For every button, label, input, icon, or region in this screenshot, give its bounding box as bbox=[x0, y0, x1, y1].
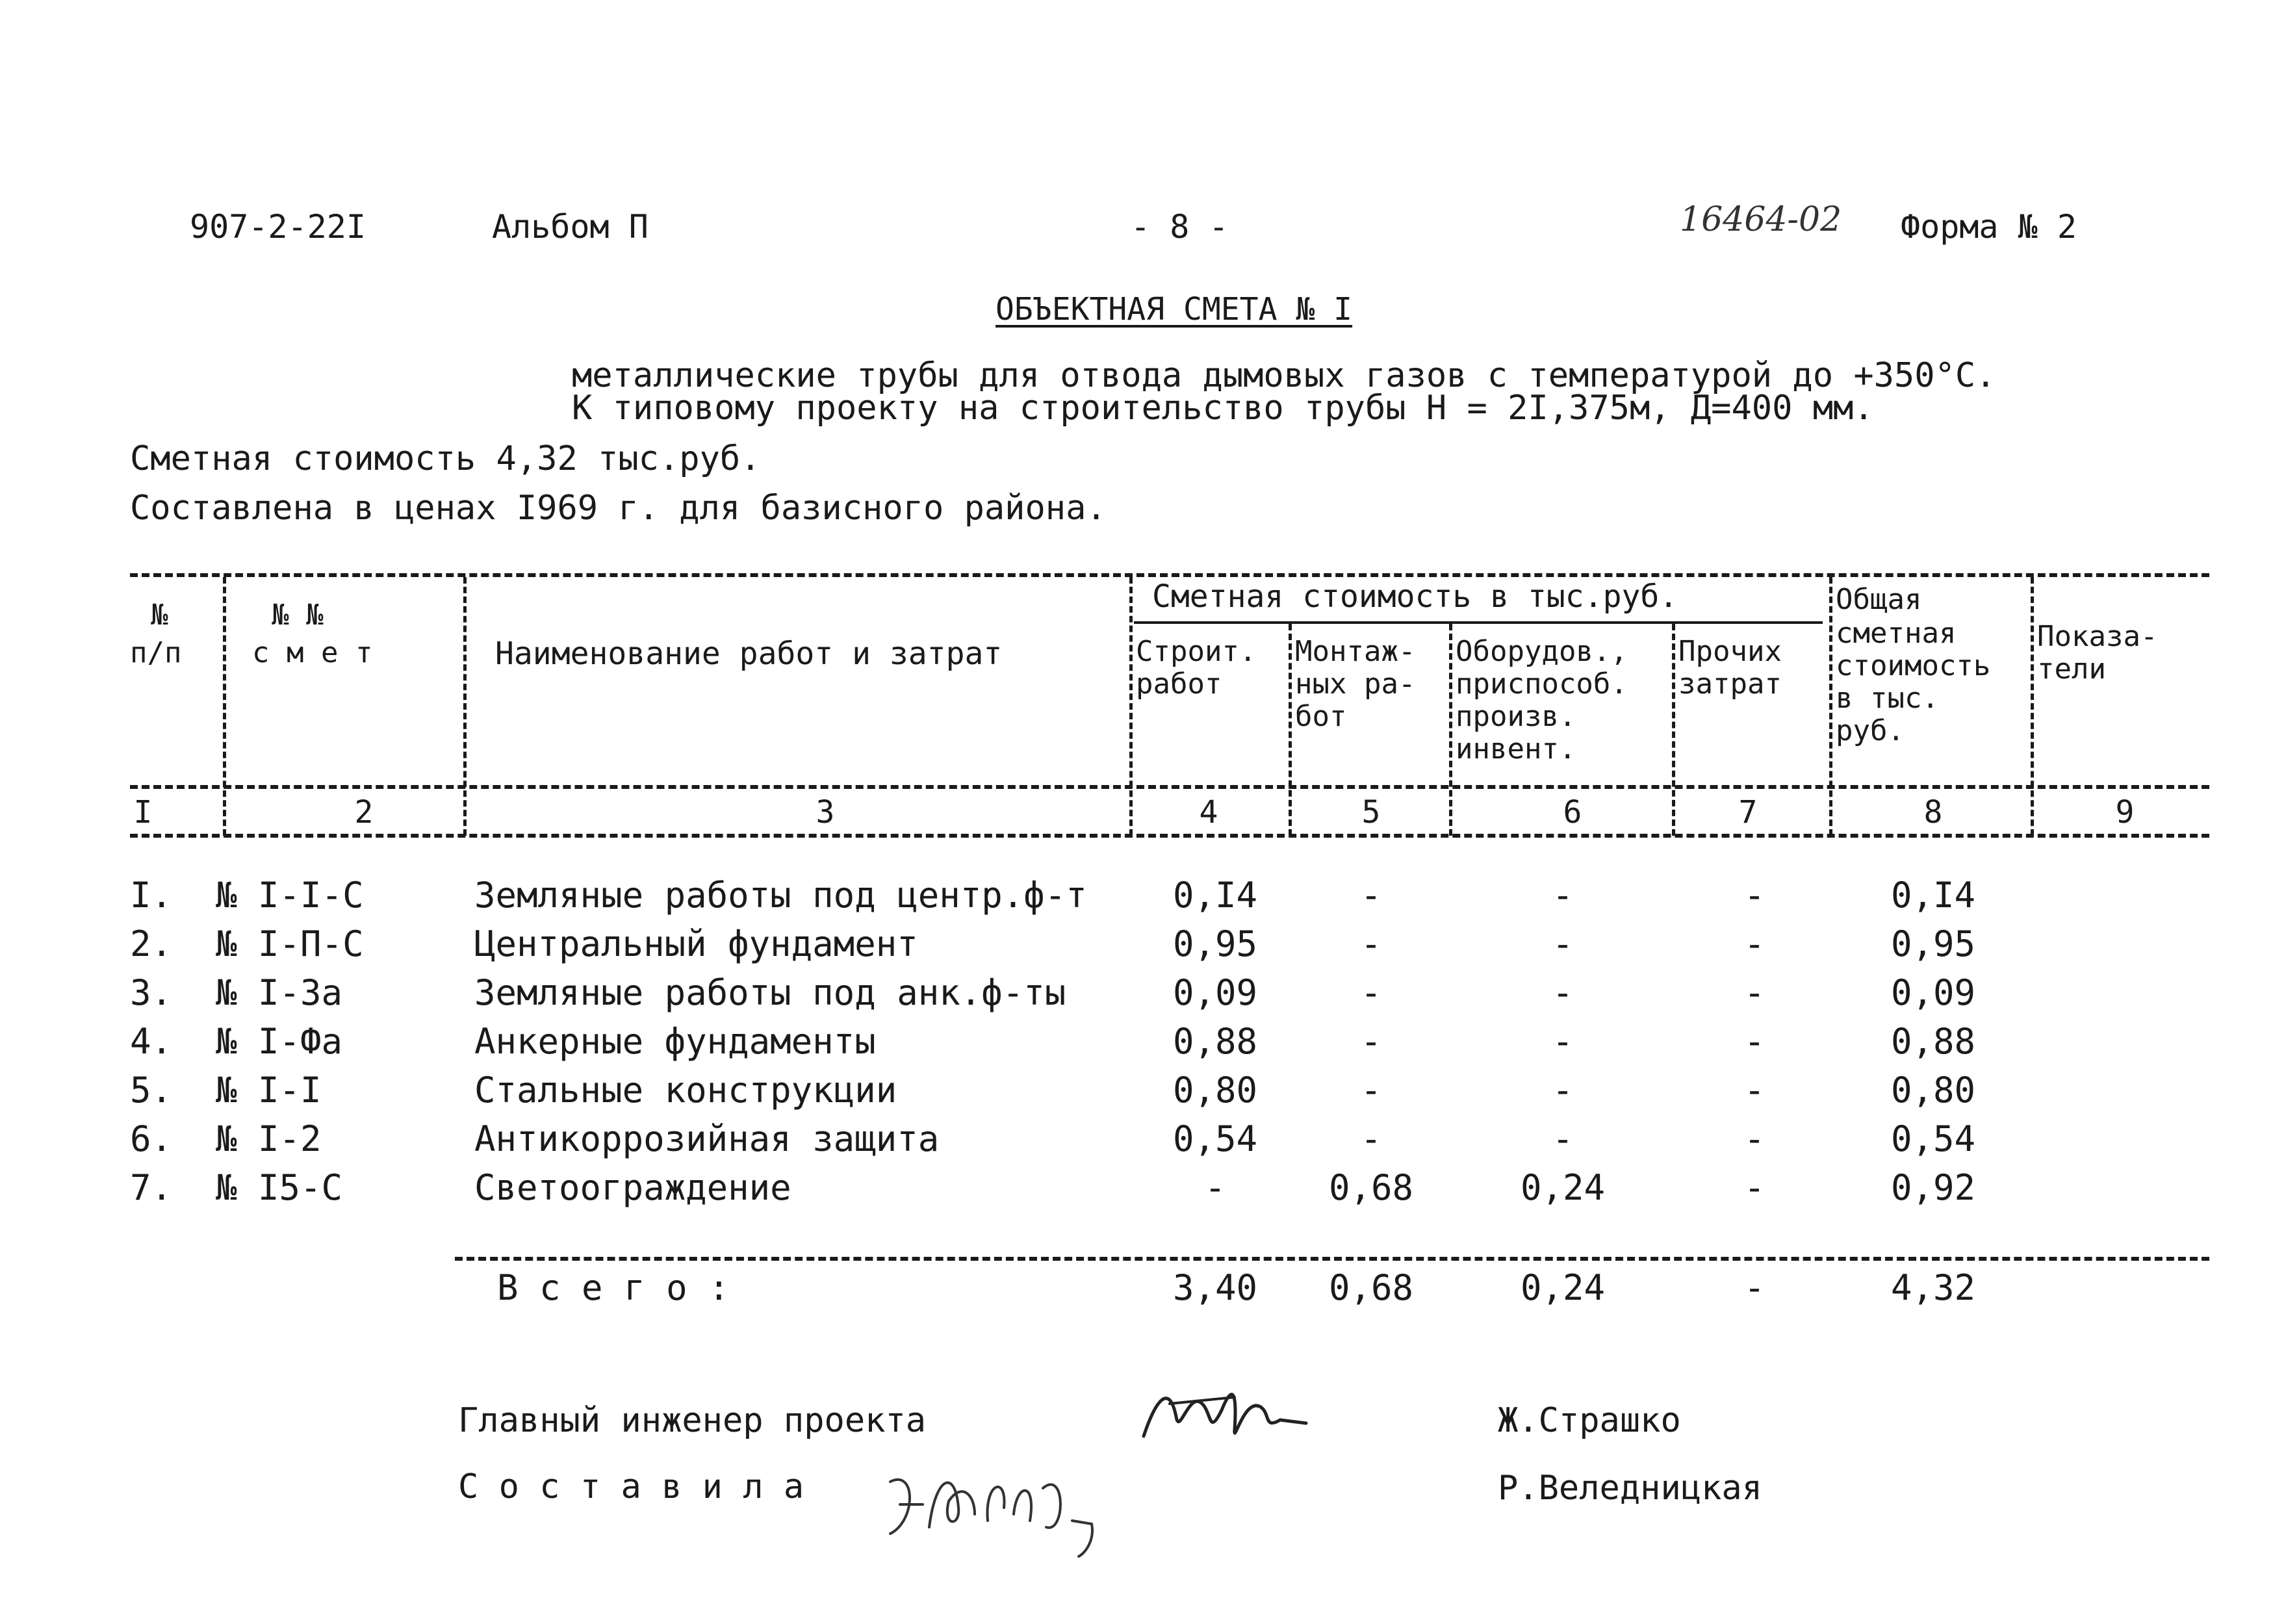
chief-engineer-name: Ж.Страшко bbox=[1498, 1401, 1681, 1440]
row-col7: - bbox=[1743, 1021, 1766, 1062]
header-col5-a: Монтаж- bbox=[1295, 635, 1416, 668]
row-name: Антикоррозийная защита bbox=[474, 1118, 940, 1159]
col-separator bbox=[1829, 577, 1832, 836]
total-label: В с е г о : bbox=[497, 1267, 730, 1308]
total-top-rule bbox=[455, 1257, 2209, 1261]
row-col5: 0,68 bbox=[1328, 1167, 1414, 1208]
header-bottom-rule bbox=[130, 785, 2209, 789]
col-number: 5 bbox=[1361, 794, 1381, 831]
row-number: 2. bbox=[130, 923, 173, 964]
form-label: Форма № 2 bbox=[1901, 208, 2077, 246]
col-separator bbox=[2031, 577, 2034, 836]
album-label: Альбом П bbox=[492, 208, 649, 246]
header-col5-c: бот bbox=[1295, 700, 1347, 733]
total-col6: 0,24 bbox=[1520, 1267, 1606, 1308]
row-col5: - bbox=[1360, 875, 1382, 916]
row-smeta: № I-Фа bbox=[216, 1021, 343, 1062]
header-col8-e: руб. bbox=[1836, 714, 1905, 747]
row-col6: - bbox=[1552, 972, 1574, 1013]
row-name: Стальные конструкции bbox=[474, 1070, 897, 1111]
row-name: Земляные работы под анк.ф-ты bbox=[474, 972, 1066, 1013]
row-col4: 0,09 bbox=[1172, 972, 1258, 1013]
header-col6-a: Оборудов., bbox=[1456, 635, 1628, 668]
row-number: 7. bbox=[130, 1167, 173, 1208]
row-col6: 0,24 bbox=[1520, 1167, 1606, 1208]
group-header-underline bbox=[1134, 621, 1823, 624]
subtitle-line-1: металлические трубы для отвода дымовых газов с температурой до +350°С. bbox=[572, 356, 1996, 395]
row-col4: 0,95 bbox=[1172, 923, 1258, 964]
row-col4: - bbox=[1204, 1167, 1226, 1208]
inventory-number: 16464-02 bbox=[1680, 200, 1842, 239]
row-col7: - bbox=[1743, 972, 1766, 1013]
col-number: 3 bbox=[816, 794, 835, 831]
header-col2-a: № № bbox=[272, 599, 324, 632]
col-separator bbox=[1449, 624, 1452, 836]
header-group: Сметная стоимость в тыс.руб. bbox=[1152, 578, 1678, 615]
row-col4: 0,80 bbox=[1172, 1070, 1258, 1111]
header-col4-b: работ bbox=[1136, 667, 1222, 701]
col-number: I bbox=[133, 794, 153, 831]
row-col7: - bbox=[1743, 875, 1766, 916]
col-separator bbox=[1289, 624, 1292, 836]
header-col4-a: Строит. bbox=[1136, 635, 1257, 668]
col-number: 4 bbox=[1199, 794, 1218, 831]
row-number: 6. bbox=[130, 1118, 173, 1159]
page-number: - 8 - bbox=[1131, 208, 1229, 246]
row-col7: - bbox=[1743, 1167, 1766, 1208]
col-separator bbox=[1672, 624, 1675, 836]
row-smeta: № I5-С bbox=[216, 1167, 343, 1208]
row-col4: 0,54 bbox=[1172, 1118, 1258, 1159]
row-number: 5. bbox=[130, 1070, 173, 1111]
row-col6: - bbox=[1552, 1070, 1574, 1111]
col-numbers-bottom-rule bbox=[130, 834, 2209, 838]
row-col7: - bbox=[1743, 923, 1766, 964]
row-number: 3. bbox=[130, 972, 173, 1013]
row-col8: 0,09 bbox=[1890, 972, 1976, 1013]
row-col6: - bbox=[1552, 923, 1574, 964]
header-col7-b: затрат bbox=[1678, 667, 1782, 701]
row-col5: - bbox=[1360, 923, 1382, 964]
col-number: 2 bbox=[354, 794, 374, 831]
row-smeta: № I-2 bbox=[216, 1118, 322, 1159]
compiled-by-label: С о с т а в и л а bbox=[458, 1467, 804, 1506]
header-col8-d: в тыс. bbox=[1836, 682, 1939, 715]
row-col8: 0,54 bbox=[1890, 1118, 1976, 1159]
row-col6: - bbox=[1552, 1021, 1574, 1062]
prices-line: Составлена в ценах I969 г. для базисного района. bbox=[130, 489, 1107, 528]
cost-line: Сметная стоимость 4,32 тыс.руб. bbox=[130, 439, 761, 478]
row-col6: - bbox=[1552, 875, 1574, 916]
row-smeta: № I-П-С bbox=[216, 923, 364, 964]
row-name: Земляные работы под центр.ф-т bbox=[474, 875, 1087, 916]
col-separator bbox=[223, 577, 226, 836]
row-col4: 0,I4 bbox=[1172, 875, 1258, 916]
col-separator bbox=[463, 577, 467, 836]
row-col7: - bbox=[1743, 1118, 1766, 1159]
total-col8: 4,32 bbox=[1890, 1267, 1976, 1308]
row-number: 4. bbox=[130, 1021, 173, 1062]
header-col7-a: Прочих bbox=[1678, 635, 1782, 668]
header-col9-a: Показа- bbox=[2037, 620, 2158, 653]
row-number: I. bbox=[130, 875, 173, 916]
header-col6-d: инвент. bbox=[1456, 732, 1576, 766]
row-col6: - bbox=[1552, 1118, 1574, 1159]
row-col8: 0,88 bbox=[1890, 1021, 1976, 1062]
header-col1-b: п/п bbox=[130, 636, 182, 669]
compiled-by-name: Р.Веледницкая bbox=[1498, 1469, 1762, 1508]
row-col8: 0,95 bbox=[1890, 923, 1976, 964]
row-col8: 0,80 bbox=[1890, 1070, 1976, 1111]
chief-engineer-signature bbox=[1131, 1358, 1313, 1462]
row-col8: 0,92 bbox=[1890, 1167, 1976, 1208]
header-col3: Наименование работ и затрат bbox=[495, 636, 1003, 672]
row-name: Центральный фундамент bbox=[474, 923, 918, 964]
row-col7: - bbox=[1743, 1070, 1766, 1111]
header-col9-b: тели bbox=[2037, 652, 2106, 686]
page-title: ОБЪЕКТНАЯ СМЕТА № I bbox=[995, 291, 1353, 328]
row-col5: - bbox=[1360, 1118, 1382, 1159]
subtitle-line-2: К типовому проекту на строительство трубы Н = 2I,375м, Д=400 мм. bbox=[572, 389, 1874, 428]
row-col5: - bbox=[1360, 972, 1382, 1013]
total-col5: 0,68 bbox=[1328, 1267, 1414, 1308]
header-col2-b: с м е т bbox=[252, 636, 373, 669]
row-name: Светоограждение bbox=[474, 1167, 791, 1208]
header-col8-b: сметная bbox=[1836, 617, 1957, 650]
row-smeta: № I-3а bbox=[216, 972, 343, 1013]
compiled-by-signature bbox=[877, 1443, 1111, 1560]
header-col6-c: произв. bbox=[1456, 700, 1576, 733]
total-col4: 3,40 bbox=[1172, 1267, 1258, 1308]
header-col8-c: стоимость bbox=[1836, 649, 1991, 682]
total-col7: - bbox=[1743, 1267, 1766, 1308]
document-code: 907-2-22I bbox=[190, 208, 366, 246]
col-number: 9 bbox=[2115, 794, 2135, 831]
chief-engineer-label: Главный инженер проекта bbox=[458, 1401, 927, 1440]
header-col8-a: Общая bbox=[1836, 583, 1922, 616]
col-number: 8 bbox=[1923, 794, 1943, 831]
col-number: 6 bbox=[1563, 794, 1582, 831]
row-col5: - bbox=[1360, 1021, 1382, 1062]
header-col6-b: приспособ. bbox=[1456, 667, 1628, 701]
table-top-rule bbox=[130, 573, 2209, 577]
row-name: Анкерные фундаменты bbox=[474, 1021, 876, 1062]
col-separator bbox=[1129, 577, 1133, 836]
row-smeta: № I-I-С bbox=[216, 875, 364, 916]
row-col4: 0,88 bbox=[1172, 1021, 1258, 1062]
row-col5: - bbox=[1360, 1070, 1382, 1111]
row-col8: 0,I4 bbox=[1890, 875, 1976, 916]
header-col5-b: ных ра- bbox=[1295, 667, 1416, 701]
header-col1-a: № bbox=[151, 599, 168, 632]
row-smeta: № I-I bbox=[216, 1070, 322, 1111]
col-number: 7 bbox=[1738, 794, 1758, 831]
